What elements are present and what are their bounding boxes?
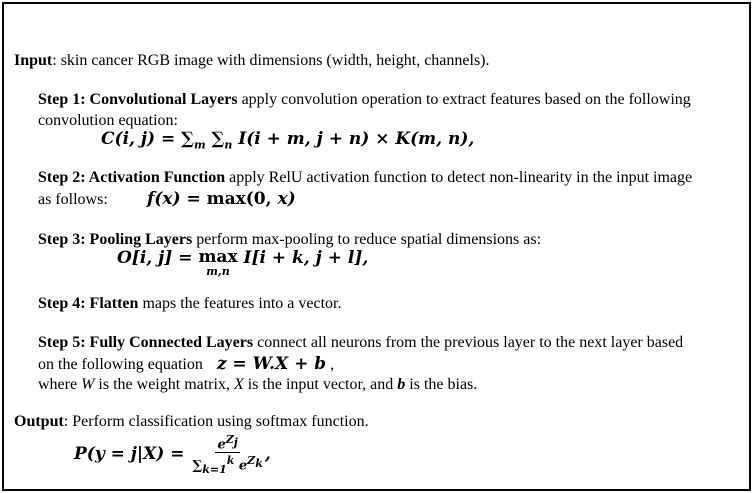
output-eq-tail: , xyxy=(264,444,271,465)
step5-var-x: X xyxy=(233,376,244,393)
step5-var-b: b xyxy=(397,376,406,393)
output-equation xyxy=(74,432,271,477)
step5-line xyxy=(38,333,683,353)
output-eq-lhs: P(y = j|X) = xyxy=(74,444,191,465)
step5-text3-b: is the weight matrix, xyxy=(94,376,234,393)
step5-label: Step 5: Fully Connected Layers xyxy=(38,334,254,351)
softmax-fraction xyxy=(190,432,264,477)
step2-line xyxy=(38,168,692,188)
step1-line xyxy=(38,90,691,110)
step5-var-w: W xyxy=(81,376,95,393)
step5-text3-c: is the input vector, and xyxy=(243,376,398,393)
step5-text3-a: where xyxy=(38,376,82,393)
output-text: : Perform classification using softmax function. xyxy=(63,413,369,430)
step5-equation: z = W.X + b xyxy=(216,354,327,374)
step2-label: Step 2: Activation Function xyxy=(38,169,226,186)
step1-label: Step 1: Convolutional Layers xyxy=(38,91,238,108)
softmax-numerator: $e^{Z_j}$ xyxy=(217,433,238,453)
algorithm-box xyxy=(2,2,751,491)
max-subscript: m,n xyxy=(206,265,230,278)
input-text: : skin cancer RGB image with dimensions (width, height, channels). xyxy=(52,52,490,69)
step3-equation xyxy=(117,248,368,278)
output-label: Output xyxy=(14,413,64,430)
step2-line2 xyxy=(38,190,108,210)
step2-equation: f(x) = max(0, x) xyxy=(147,189,296,209)
step5-text2: on the following equation xyxy=(38,356,203,373)
step3-eq-lhs: O[i, j] = xyxy=(117,248,199,268)
step5-text: connect all neurons from the previous layer to the next layer based xyxy=(253,334,684,351)
step3-label: Step 3: Pooling Layers xyxy=(38,231,193,248)
step1-eq-text: C(i, $j) = \sum_m$ $\sum_n$ I(i + m, j + n) × K(m, n), xyxy=(101,129,475,152)
step1-line2 xyxy=(38,111,178,131)
input-line xyxy=(14,51,490,71)
step5-eq-tail: , xyxy=(326,356,335,373)
step4-label: Step 4: Flatten xyxy=(38,295,139,312)
step4-text: maps the features into a vector. xyxy=(138,295,342,312)
step5-line3 xyxy=(38,375,477,395)
max-operator xyxy=(198,248,237,278)
step3-eq-rhs: I[i + k, j + l], xyxy=(237,248,369,268)
softmax-denominator: $\sum_{k=1}^k$ $e^{Z_k}$ xyxy=(192,454,263,477)
step4-line xyxy=(38,294,341,314)
step3-line xyxy=(38,230,541,250)
step1-text: apply convolution operation to extract features based on the following xyxy=(237,91,691,108)
output-line xyxy=(14,412,369,432)
step1-equation xyxy=(101,129,474,155)
max-word: max xyxy=(198,247,238,267)
step3-text: perform max-pooling to reduce spatial dimensions as: xyxy=(192,231,542,248)
step5-line2 xyxy=(38,354,334,375)
step2-text2: as follows: xyxy=(38,191,108,208)
step5-text3-d: is the bias. xyxy=(405,376,478,393)
input-label: Input xyxy=(14,52,53,69)
step2-text: apply RelU activation function to detect non-linearity in the input image xyxy=(225,169,693,186)
step1-text2: convolution equation: xyxy=(38,112,178,129)
